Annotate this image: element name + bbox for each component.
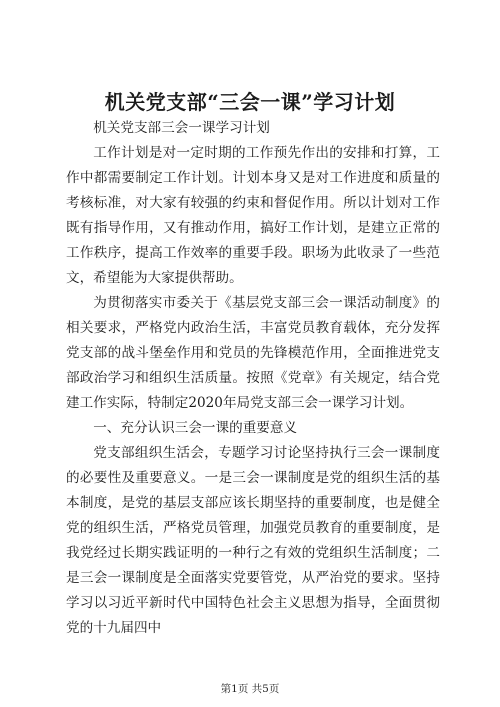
document-title: 机关党支部“三会一课”学习计划 bbox=[104, 90, 396, 114]
paragraph-intro: 工作计划是对一定时期的工作预先作出的安排和打算，工作中都需要制定工作计划。计划本身又是对工作进度和质量的考核标准，对大家有较强的约束和督促作用。所以计划对工作既有指导作用，又有推动作用，搞好工作计划，是建立正常的工作秩序，提高工作效率的重要手段。职场为此收录了一些范文，希望能为大家提供帮助。 bbox=[66, 145, 440, 286]
page-footer: 第1页 共5页 bbox=[220, 683, 280, 695]
section-heading: 一、充分认识三会一课的重要意义 bbox=[93, 420, 298, 436]
paragraph-subtitle: 机关党支部三会一课学习计划 bbox=[93, 120, 270, 136]
paragraph-purpose: 为贯彻落实市委关于《基层党支部三会一课活动制度》的相关要求，严格党内政治生活，丰富党员教育载体，充分发挥党支部的战斗堡垒作用和党员的先锋模范作用，全面推进党支部政治学习和组织生活质量。按照《党章》有关规定，结合党建工作实际，特制定2020年局党支部三会一课学习计划。 bbox=[66, 295, 440, 411]
paragraph-significance: 党支部组织生活会，专题学习讨论坚持执行三会一课制度的必要性及重要意义。一是三会一课制度是党的组织生活的基本制度，是党的基层支部应该长期坚持的重要制度，也是健全党的组织生活，严格党员管理，加强党员教育的重要制度，是我党经过长期实践证明的一种行之有效的党组织生活制度；二是三会一课制度是全面落实党要管党，从严治党的要求。坚持学习以习近平新时代中国特色社会主义思想为指导，全面贯彻党的十九届四中 bbox=[66, 445, 440, 636]
document-body bbox=[66, 116, 440, 641]
